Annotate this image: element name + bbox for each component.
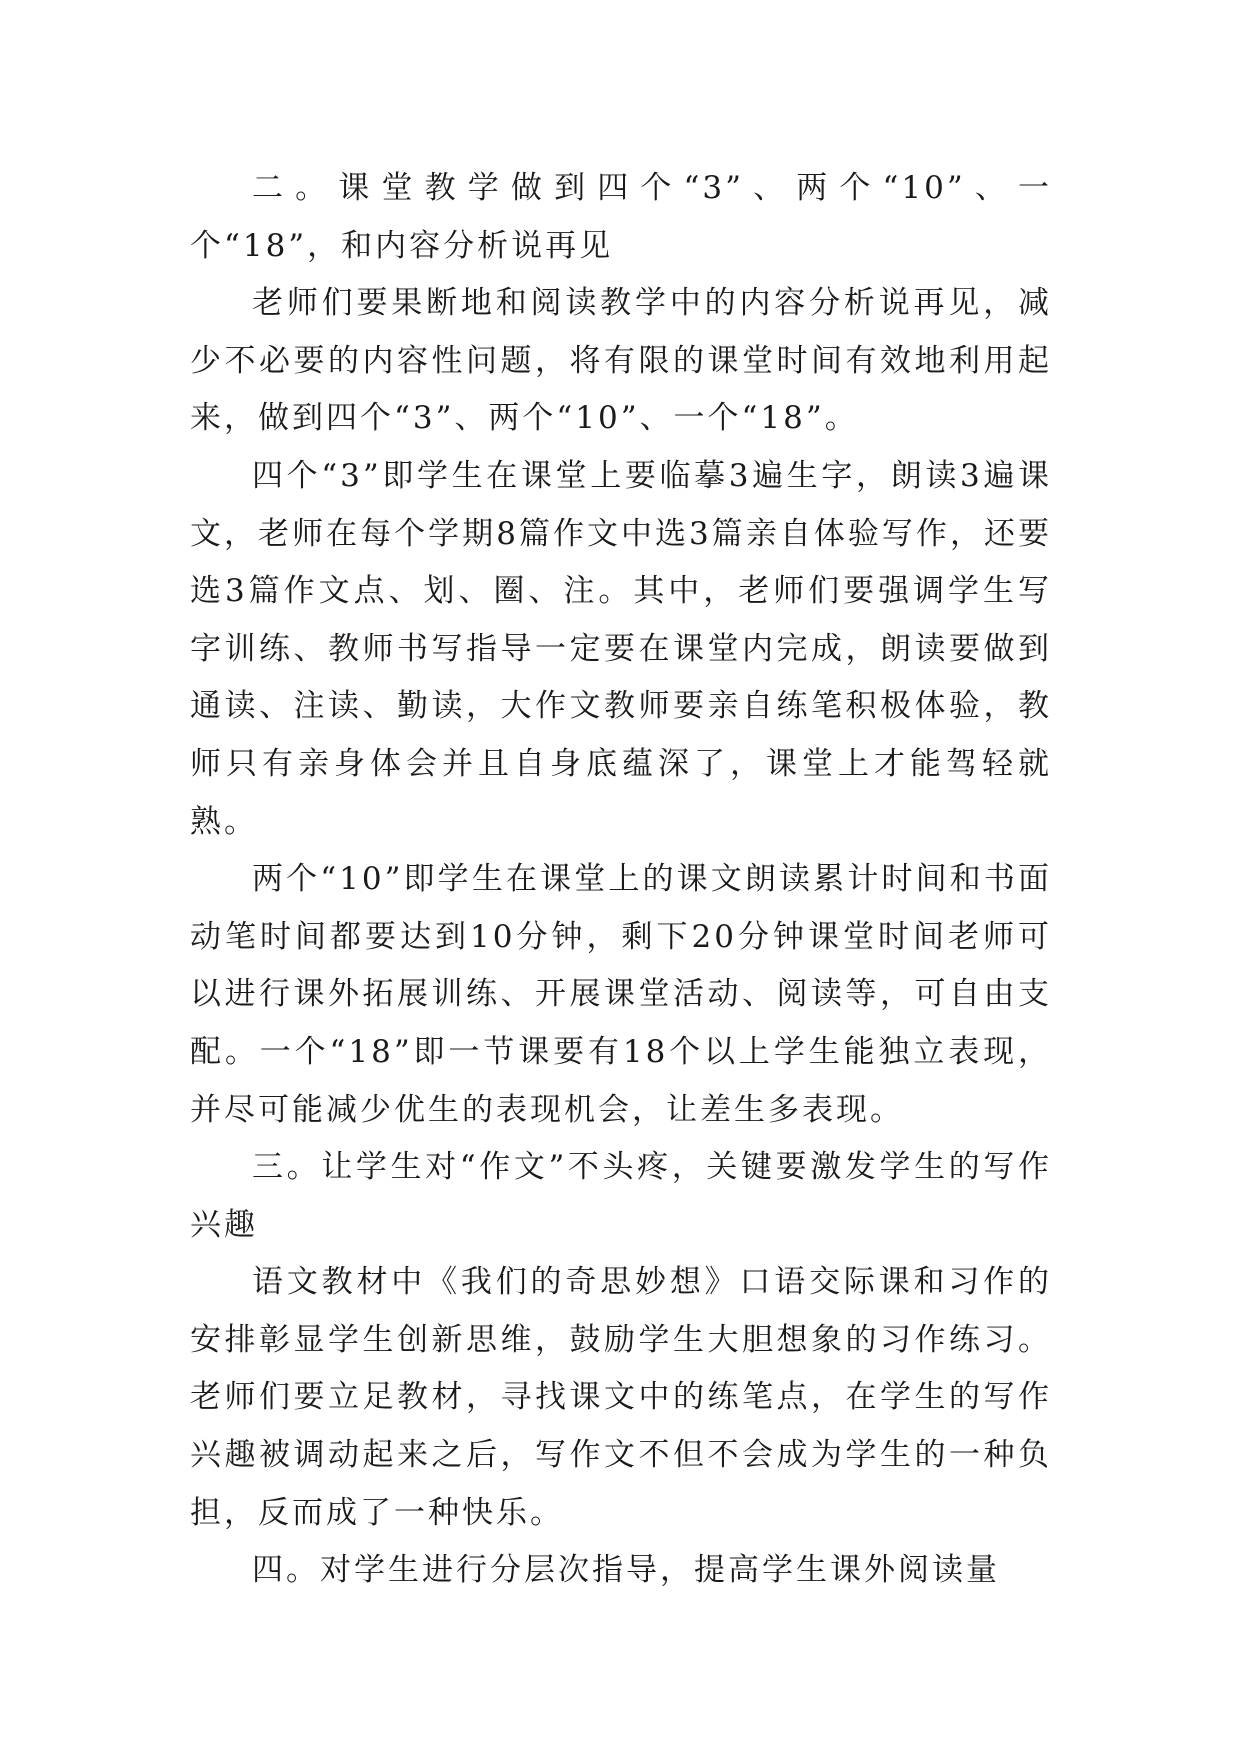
- document-body: [190, 160, 1052, 1600]
- section-heading-three: 三。让学生对“作文”不头疼，关键要激发学生的写作兴趣: [190, 1149, 1052, 1243]
- paragraph: 四个“3”即学生在课堂上要临摹3遍生字，朗读3遍课文，老师在每个学期8篇作文中选3篇亲自体验写作，还要选3篇作文点、划、圈、注。其中，老师们要强调学生写字训练、教师书写指导一定要在课堂内完成，朗读要做到通读、注读、勤读，大作文教师要亲自练笔积极体验，教师只有亲身体会并且自身底蕴深了，课堂上才能驾轻就熟。: [190, 457, 1052, 840]
- section-heading-two: 二。课堂教学做到四个“3”、两个“10”、一个“18”，和内容分析说再见: [190, 170, 1052, 264]
- paragraph: 两个“10”即学生在课堂上的课文朗读累计时间和书面动笔时间都要达到10分钟，剩下20分钟课堂时间老师可以进行课外拓展训练、开展课堂活动、阅读等，可自由支配。一个“18”即一节课要有18个以上学生能独立表现，并尽可能减少优生的表现机会，让差生多表现。: [190, 861, 1052, 1128]
- paragraph: 语文教材中《我们的奇思妙想》口语交际课和习作的安排彰显学生创新思维，鼓励学生大胆想象的习作练习。老师们要立足教材，寻找课文中的练笔点，在学生的写作兴趣被调动起来之后，写作文不但不会成为学生的一种负担，反而成了一种快乐。: [190, 1264, 1052, 1531]
- paragraph: 老师们要果断地和阅读教学中的内容分析说再见，减少不必要的内容性问题，将有限的课堂时间有效地利用起来，做到四个“3”、两个“10”、一个“18”。: [190, 285, 1052, 437]
- section-heading-four: 四。对学生进行分层次指导，提高学生课外阅读量: [252, 1552, 1000, 1589]
